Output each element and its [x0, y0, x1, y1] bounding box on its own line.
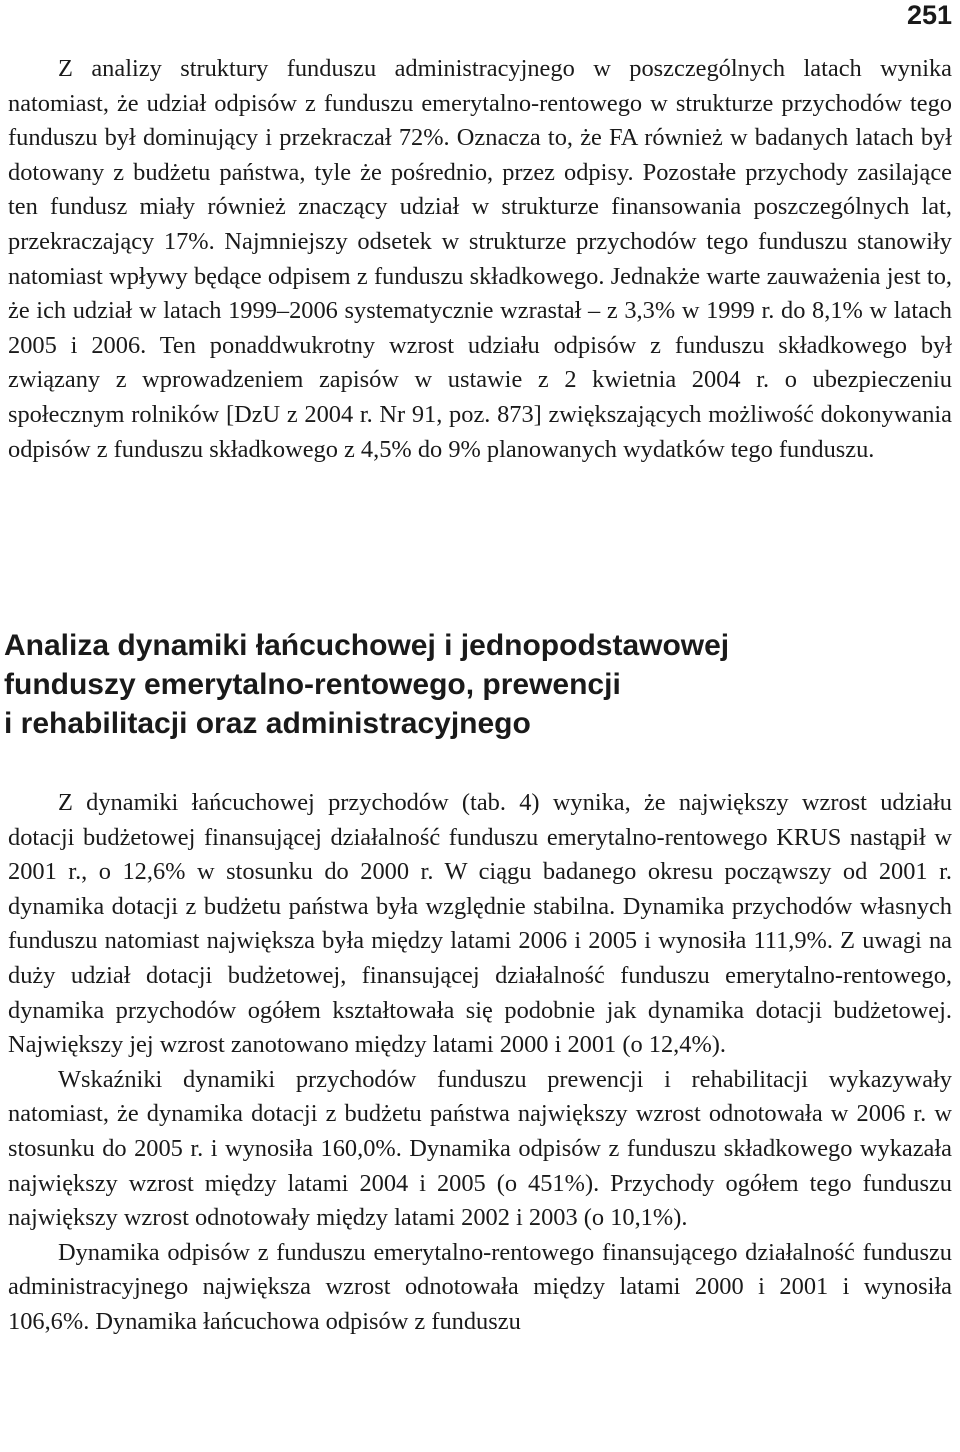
paragraph-fa-structure: Z analizy struktury funduszu administracyjnego w poszczególnych latach wynika natomiast, że udział odpisów z funduszu emerytalno-rentowego w strukturze przychodów tego funduszu był dominujący i przekraczał 72%. Oznacza to, że FA również w badanych latach był dotowany z budżetu państwa, tyle że pośrednio, przez odpisy. Pozostałe przychody zasilające ten fundusz miały również znaczący udział w strukturze finansowania poszczególnych lat, przekraczający 17%. Najmniejszy odsetek w strukturze przychodów tego funduszu stanowiły natomiast wpływy będące odpisem z funduszu składkowego. Jednakże warte zauważenia jest to, że ich udział w latach 1999–2006 systematycznie wzrastał – z 3,3% w 1999 r. do 8,1% w latach 2005 i 2006. Ten ponaddwukrotny wzrost udziału odpisów z funduszu składkowego był związany z wprowadzeniem zapisów w ustawie z 2 kwietnia 2004 r. o ubezpieczeniu społecznym rolników [DzU z 2004 r. Nr 91, poz. 873] zwiększających możliwość dokonywania odpisów z funduszu składkowego z 4,5% do 9% planowanych wydatków tego funduszu. — [8, 55, 952, 463]
intro-section — [0, 52, 960, 467]
page-number: 251 — [906, 0, 952, 30]
section-heading — [0, 626, 954, 743]
dynamics-section — [0, 786, 960, 1340]
section-heading-line-2: funduszy emerytalno-rentowego, prewencji — [4, 668, 621, 701]
section-heading-line-3: i rehabilitacji oraz administracyjnego — [4, 707, 531, 740]
paragraph-prevention-fund-dynamics: Wskaźniki dynamiki przychodów funduszu prewencji i rehabilitacji wykazywały natomiast, że dynamika dotacji z budżetu państwa największy wzrost odnotowała w 2006 r. w stosunku do 2005 r. i wynosiła 160,0%. Dynamika odpisów z funduszu składkowego wykazała największy wzrost między latami 2004 i 2005 (o 451%). Przychody ogółem tego funduszu największy wzrost odnotowały między latami 2002 i 2003 (o 10,1%). — [8, 1065, 952, 1232]
paragraph-admin-fund-dynamics: Dynamika odpisów z funduszu emerytalno-rentowego finansującego działalność funduszu administracyjnego największa wzrost odnotowała między latami 2000 i 2001 i wynosiła 106,6%. Dynamika łańcuchowa odpisów z funduszu — [8, 1238, 952, 1335]
paragraph-pension-fund-dynamics: Z dynamiki łańcuchowej przychodów (tab. 4) wynika, że największy wzrost udziału dotacji budżetowej finansującej działalność funduszu emerytalno-rentowego KRUS nastąpił w 2001 r., o 12,6% w stosunku do 2000 r. W ciągu badanego okresu począwszy od 2001 r. dynamika dotacji z budżetu państwa była względnie stabilna. Dynamika przychodów własnych funduszu natomiast największa była między latami 2006 i 2005 i wynosiła 111,9%. Z uwagi na duży udział dotacji budżetowej, finansującej działalność funduszu emerytalno-rentowego, dynamika przychodów ogółem kształtowała się podobnie jak dynamika dotacji budżetowej. Największy jej wzrost zanotowano między latami 2000 i 2001 (o 12,4%). — [8, 789, 952, 1059]
section-heading-line-1: Analiza dynamiki łańcuchowej i jednopodstawowej — [4, 629, 730, 662]
